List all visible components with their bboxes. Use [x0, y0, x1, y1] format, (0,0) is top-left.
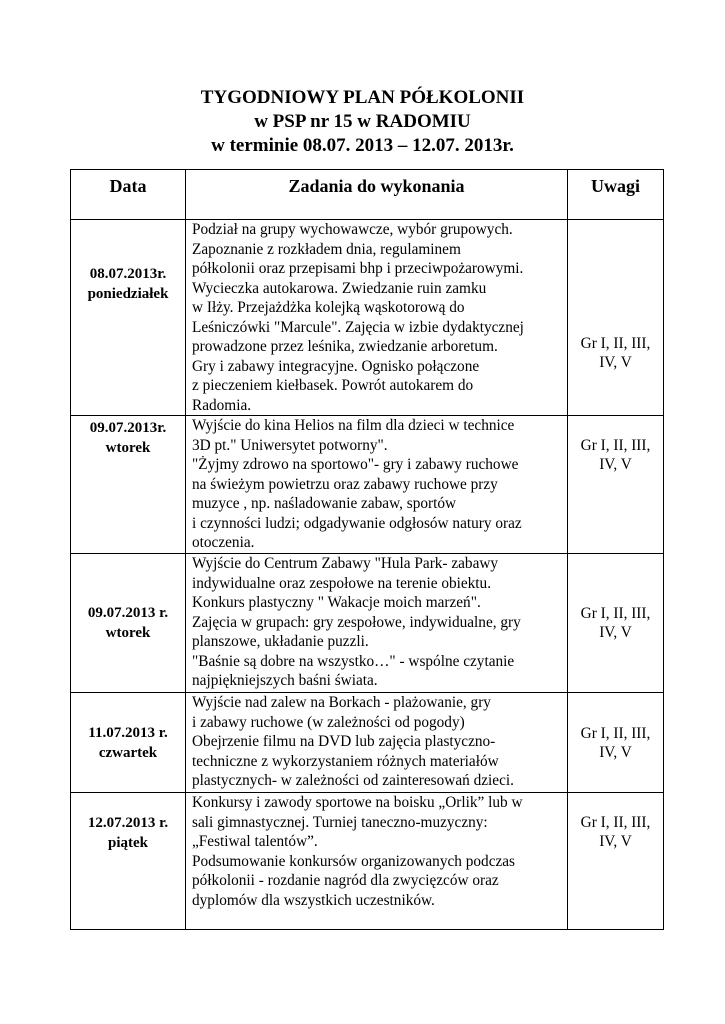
row-date: 12.07.2013 r.	[87, 815, 169, 831]
row-tasks: Podział na grupy wychowawcze, wybór grupowych. Zapoznanie z rozkładem dnia, regulaminem półkolonii oraz przepisami bhp i przeciwpożarowymi. Wycieczka autokarowa. Zwiedzanie ruin zamku w Iłży. Przejażdżka kolejką wąskotorową do Leśniczówki "Marcule". Zajęcia w izbie dydaktycznej prowadzone przez leśnika, zwiedzanie arboretum. Gry i zabawy integracyjne. Ognisko połączone z pieczeniem kiełbasek. Powrót autokarem do Radomia.	[186, 220, 568, 416]
row-notes-cell	[568, 693, 664, 793]
row-tasks: Wyjście do Centrum Zabawy "Hula Park- zabawy indywidualne oraz zespołowe na terenie obiektu. Konkurs plastyczny " Wakacje moich marzeń". Zajęcia w grupach: gry zespołowe, indywidualne, gry planszowe, układanie puzzli. "Baśnie są dobre na wszystko…" - wspólne czytanie najpiękniejszych baśni świata.	[186, 554, 568, 693]
row-date: 09.07.2013r.	[89, 420, 167, 436]
title-line-3: w terminie 08.07. 2013 – 12.07. 2013r.	[211, 135, 514, 156]
row-tasks: Konkursy i zawody sportowe na boisku „Orlik” lub w sali gimnastycznej. Turniej taneczno-muzyczny: „Festiwal talentów”. Podsumowanie konkursów organizowanych podczas półkolonii - rozdanie nagród dla zwycięzców oraz dyplomów dla wszystkich uczestników.	[186, 793, 568, 930]
header-notes: Uwagi	[568, 170, 664, 220]
row-notes-line2: IV, V	[599, 743, 632, 761]
row-date-cell	[71, 554, 186, 693]
row-day: piątek	[107, 835, 148, 851]
row-tasks: Wyjście nad zalew na Borkach - plażowanie, gry i zabawy ruchowe (w zależności od pogody) Obejrzenie filmu na DVD lub zajęcia plastyczno- techniczne z wykorzystaniem różnych materiałów plastycznych- w zależności od zainteresowań dzieci.	[186, 693, 568, 793]
table-header-row	[71, 170, 664, 220]
header-tasks: Zadania do wykonania	[186, 170, 568, 220]
row-notes-line1: Gr I, II, III,	[580, 814, 651, 831]
row-notes-line1: Gr I, II, III,	[580, 605, 651, 622]
title-line-1: TYGODNIOWY PLAN PÓŁKOLONII	[200, 87, 525, 108]
row-notes-line2: IV, V	[599, 624, 632, 641]
row-notes-cell	[568, 793, 664, 930]
row-date: 08.07.2013r.	[89, 266, 167, 282]
header-date: Data	[71, 170, 186, 220]
row-notes-cell	[568, 220, 664, 416]
row-notes-line1: Gr I, II, III,	[580, 437, 651, 454]
plan-table	[70, 169, 664, 930]
table-row	[71, 220, 664, 416]
row-notes-line2: IV, V	[599, 456, 632, 473]
row-notes-cell	[568, 416, 664, 554]
row-notes-cell	[568, 554, 664, 693]
table-row	[71, 554, 664, 693]
title-line-2: w PSP nr 15 w RADOMIU	[254, 111, 471, 132]
table-row	[71, 416, 664, 554]
table-row	[71, 693, 664, 793]
row-date-cell	[71, 693, 186, 793]
row-tasks: Wyjście do kina Helios na film dla dzieci w technice 3D pt." Uniwersytet potworny". "Żyjmy zdrowo na sportowo"- gry i zabawy ruchowe na świeżym powietrzu oraz zabawy ruchowe przy muzyce , np. naśladowanie zabaw, sportów i czynności ludzi; odgadywanie odgłosów natury oraz otoczenia.	[186, 416, 568, 554]
row-day: czwartek	[98, 744, 158, 761]
row-day: poniedziałek	[87, 286, 169, 302]
row-date: 09.07.2013 r.	[87, 605, 169, 621]
row-notes-line1: Gr I, II, III,	[580, 724, 651, 742]
row-notes-line1: Gr I, II, III,	[580, 334, 651, 352]
row-notes-line2: IV, V	[599, 353, 632, 371]
document-title	[0, 86, 725, 158]
row-date: 11.07.2013 r.	[88, 724, 168, 741]
row-date-cell	[71, 416, 186, 554]
row-day: wtorek	[105, 440, 151, 456]
row-notes-line2: IV, V	[599, 833, 632, 850]
row-date-cell	[71, 793, 186, 930]
table-row	[71, 793, 664, 930]
row-day: wtorek	[105, 625, 151, 641]
row-date-cell	[71, 220, 186, 416]
